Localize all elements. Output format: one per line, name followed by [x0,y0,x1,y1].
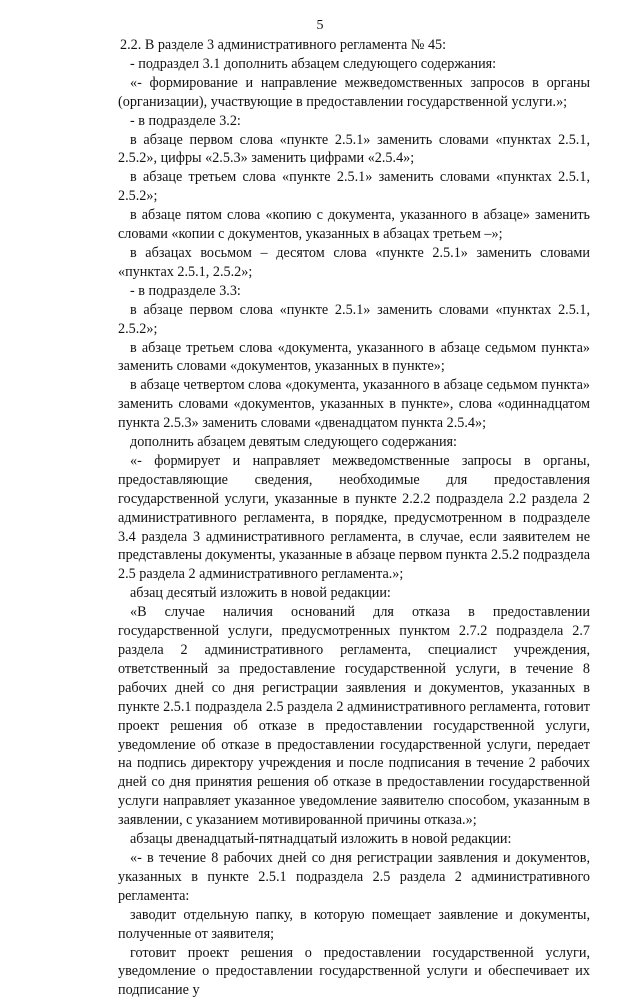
paragraph: готовит проект решения о предоставлении государственной услуги, уведомление о предоставлении государственной услуги и обеспечивает их подписание у [118,944,590,1000]
paragraph: в абзаце четвертом слова «документа, указанного в абзаце седьмом пункта» заменить словами «документов, указанных в пункте», слова «одиннадцатом пункта 2.5.3» заменить словами «двенадцатом пункта 2.5.4»; [118,376,590,433]
paragraph: дополнить абзацем девятым следующего содержания: [118,433,590,452]
paragraph: абзацы двенадцатый-пятнадцатый изложить в новой редакции: [118,830,590,849]
paragraph: в абзацах восьмом – десятом слова «пункте 2.5.1» заменить словами «пунктах 2.5.1, 2.5.2»; [118,244,590,282]
paragraph: - в подразделе 3.3: [118,282,590,301]
page-number: 5 [0,18,640,34]
paragraph: «В случае наличия оснований для отказа в предоставлении государственной услуги, предусмотренных пунктом 2.7.2 подраздела 2.7 раздела 2 административного регламента, специалист учреждения, ответственный за предоставление государственной услуги, в течение 8 рабочих дней со дня регистрации заявления и документов, указанных в пункте 2.5.1 подраздела 2.5 раздела 2 административного регламента, готовит проект решения об отказе в предоставлении государственной услуги, уведомление об отказе в предоставлении государственной услуги, передает на подпись директору учреждения и после подписания в течение 2 рабочих дней со дня принятия решения об отказе в предоставлении государственной услуги направляет указанное уведомление заявителю способом, указанным в заявлении, с указанием мотивированной причины отказа.»; [118,603,590,830]
paragraph: абзац десятый изложить в новой редакции: [118,584,590,603]
paragraph: заводит отдельную папку, в которую помещает заявление и документы, полученные от заявителя; [118,906,590,944]
paragraph: в абзаце первом слова «пункте 2.5.1» заменить словами «пунктах 2.5.1, 2.5.2»; [118,301,590,339]
paragraph: 2.2. В разделе 3 административного регламента № 45: [118,36,590,55]
paragraph: - в подразделе 3.2: [118,112,590,131]
paragraph: в абзаце первом слова «пункте 2.5.1» заменить словами «пунктах 2.5.1, 2.5.2», цифры «2.5.3» заменить цифрами «2.5.4»; [118,131,590,169]
document-body [118,36,590,1000]
paragraph: «- формирование и направление межведомственных запросов в органы (организации), участвующие в предоставлении государственной услуги.»; [118,74,590,112]
paragraph: «- формирует и направляет межведомственные запросы в органы, предоставляющие сведения, необходимые для предоставления государственной услуги, указанные в пункте 2.2.2 подраздела 2.2 раздела 2 административного регламента, в порядке, предусмотренном в подразделе 3.4 раздела 3 административного регламента, в случае, если заявителем не представлены документы, указанные в абзаце первом пункта 2.5.2 подраздела 2.5 раздела 2 административного регламента.»; [118,452,590,584]
paragraph: в абзаце пятом слова «копию с документа, указанного в абзаце» заменить словами «копии с документов, указанных в абзацах третьем –»; [118,206,590,244]
paragraph: в абзаце третьем слова «документа, указанного в абзаце седьмом пункта» заменить словами «документов, указанных в пункте»; [118,339,590,377]
paragraph: - подраздел 3.1 дополнить абзацем следующего содержания: [118,55,590,74]
paragraph: в абзаце третьем слова «пункте 2.5.1» заменить словами «пунктах 2.5.1, 2.5.2»; [118,168,590,206]
paragraph: «- в течение 8 рабочих дней со дня регистрации заявления и документов, указанных в пункте 2.5.1 подраздела 2.5 раздела 2 административного регламента: [118,849,590,906]
